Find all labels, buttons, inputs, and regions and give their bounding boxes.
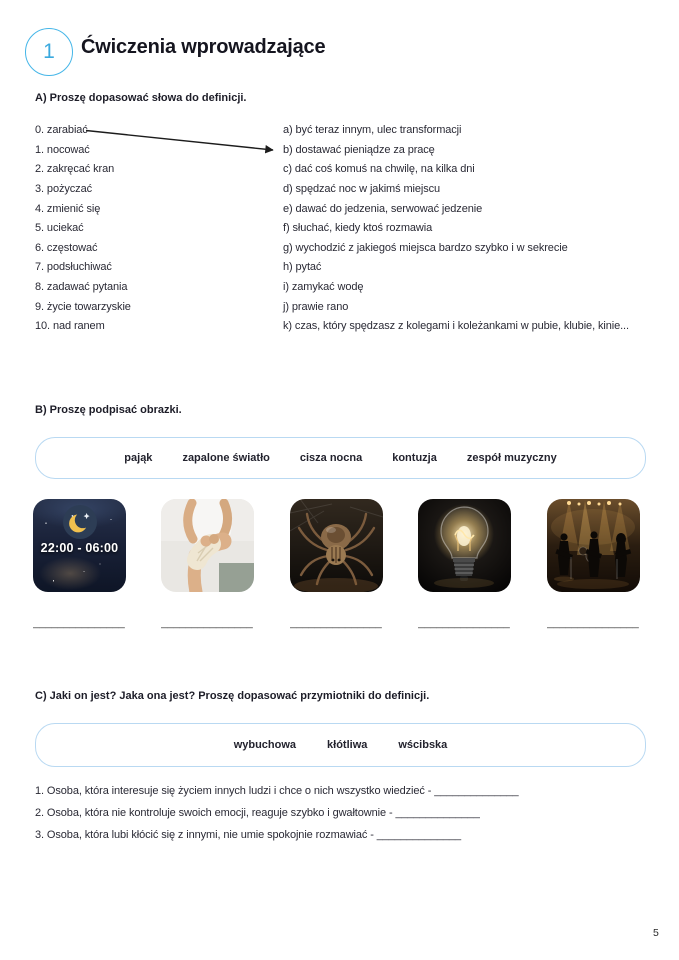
exercise-number-badge — [25, 28, 73, 76]
match-word: 3. pożyczać — [35, 182, 92, 195]
glowing-light-bulb-photo — [418, 499, 511, 592]
word-bank-item: wybuchowa — [233, 739, 297, 751]
match-definition: a) być teraz innym, ulec transformacji — [283, 124, 462, 136]
section-b-heading: B) Proszę podpisać obrazki. — [35, 404, 182, 416]
match-word: 6. częstować — [35, 241, 98, 254]
match-word: 9. życie towarzyskie — [35, 300, 131, 313]
word-bank-item: kłótliwa — [327, 739, 368, 751]
example-match-arrow — [80, 122, 285, 158]
match-word: 0. zarabiać — [35, 124, 88, 136]
word-bank-item: kontuzja — [392, 452, 437, 464]
section-a-heading: A) Proszę dopasować słowa do definicji. — [35, 92, 247, 104]
rock-band-stage-photo — [547, 499, 640, 592]
match-word: 2. zakręcać kran — [35, 163, 115, 176]
caption-blank: _______________ — [418, 617, 510, 629]
quiet-hours-label: 22:00 - 06:00 — [40, 541, 119, 555]
word-bank-c — [35, 723, 646, 767]
word-bank-item: zespół muzyczny — [466, 452, 557, 464]
match-definition: k) czas, który spędzasz z kolegami i koleżankami w pubie, klubie, kinie... — [283, 320, 629, 333]
bandaged-knee-photo — [161, 499, 254, 592]
definition-sentence: 2. Osoba, która nie kontroluje swoich emocji, reaguje szybko i gwałtownie - ______________ — [35, 806, 480, 819]
caption-blank: _______________ — [33, 617, 125, 629]
match-word: 4. zmienić się — [35, 202, 101, 215]
caption-blank: _______________ — [161, 617, 253, 629]
match-definition: g) wychodzić z jakiegoś miejsca bardzo szybko i w sekrecie — [283, 241, 568, 254]
word-bank-item: wścibska — [398, 739, 448, 751]
match-definition: d) spędzać noc w jakimś miejscu — [283, 182, 441, 195]
page-title: Ćwiczenia wprowadzające — [81, 36, 326, 58]
spider-photo — [290, 499, 383, 592]
exercise-number: 1 — [43, 40, 55, 63]
caption-blank: _______________ — [547, 617, 639, 629]
word-bank-item: zapalone światło — [182, 452, 270, 464]
match-definition: j) prawie rano — [283, 300, 349, 313]
match-word: 5. uciekać — [35, 222, 84, 235]
caption-blank: _______________ — [290, 617, 382, 629]
definition-sentence: 3. Osoba, która lubi kłócić się z innymi, nie umie spokojnie rozmawiać - ______________ — [35, 828, 462, 841]
word-bank-item: pająk — [124, 452, 153, 464]
section-c-heading: C) Jaki on jest? Jaka ona jest? Proszę dopasować przymiotniki do definicji. — [35, 690, 430, 702]
night-sky-moon-photo — [33, 499, 126, 592]
match-definition: i) zamykać wodę — [283, 281, 364, 294]
crescent-moon-icon — [63, 505, 97, 539]
match-definition: h) pytać — [283, 261, 322, 274]
match-definition: f) słuchać, kiedy ktoś rozmawia — [283, 222, 433, 235]
word-bank-item: cisza nocna — [299, 452, 363, 464]
match-word: 1. nocować — [35, 143, 90, 156]
match-word: 8. zadawać pytania — [35, 281, 128, 294]
match-definition: e) dawać do jedzenia, serwować jedzenie — [283, 202, 483, 215]
page-number: 5 — [653, 927, 659, 939]
definition-sentences — [35, 781, 519, 846]
match-word: 10. nad ranem — [35, 320, 105, 333]
match-definition: c) dać coś komuś na chwilę, na kilka dni — [283, 163, 475, 176]
match-definition: b) dostawać pieniądze za pracę — [283, 143, 435, 156]
word-bank-b — [35, 437, 646, 479]
match-word: 7. podsłuchiwać — [35, 261, 112, 274]
definition-sentence: 1. Osoba, która interesuje się życiem innych ludzi i chce o nich wszystko wiedzieć - ______________ — [35, 785, 519, 797]
match-definitions-column — [283, 121, 629, 337]
